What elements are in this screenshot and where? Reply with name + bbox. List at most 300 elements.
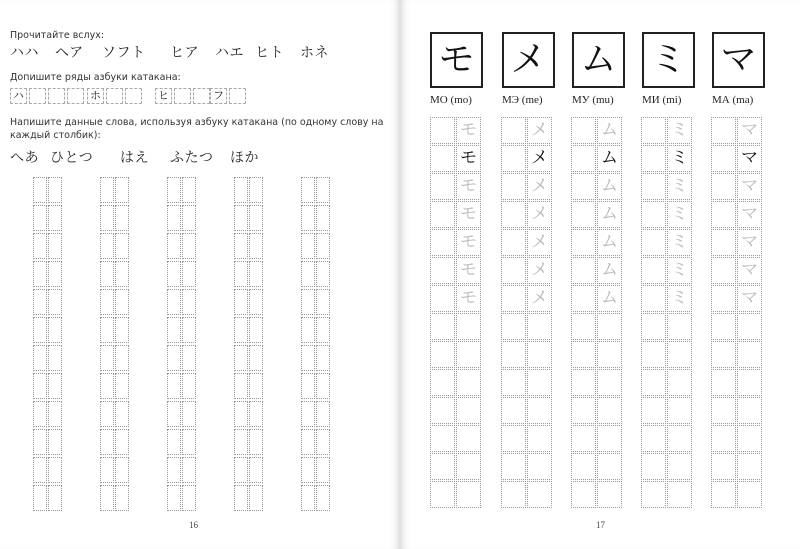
trace-character: ミ [667,257,692,284]
kana-character-box: メ [502,32,555,88]
trace-character: メ [527,201,552,228]
grid-cell [234,373,248,399]
practice-cell [641,257,666,284]
practice-cell [430,425,455,452]
practice-cell [571,229,596,256]
grid-cell [100,429,114,455]
practice-cell [571,173,596,200]
practice-cell [711,117,736,144]
practice-cell [571,341,596,368]
grid-cell [234,485,248,511]
practice-cell [430,173,455,200]
grid-cell [249,401,263,427]
grid-cell [48,205,62,231]
grid-cell [167,233,181,259]
grid-cell [167,457,181,483]
kana-label: МЭ (me) [502,94,543,106]
trace-character: ム [597,229,622,256]
grid-cell [48,485,62,511]
practice-cell [737,397,762,424]
practice-cell [456,397,481,424]
grid-cell [115,401,129,427]
practice-cell [711,397,736,424]
trace-character: モ [456,257,481,284]
grid-cell [167,317,181,343]
grid-cell [316,317,330,343]
trace-character: モ [456,173,481,200]
read-aloud-word: ヒト [255,45,284,61]
grid-cell [234,457,248,483]
write-words-heading-line2: каждый столбик): [10,130,101,141]
practice-cell [456,369,481,396]
practice-cell [430,257,455,284]
practice-cell [527,481,552,508]
grid-cell [249,261,263,287]
write-word: へあ [10,150,39,166]
practice-cell [641,285,666,312]
trace-character: モ [456,117,481,144]
grid-cell [182,457,196,483]
trace-character: ム [597,201,622,228]
grid-cell [182,177,196,203]
grid-cell [167,429,181,455]
practice-cell [597,341,622,368]
grid-cell [249,429,263,455]
grid-cell [249,345,263,371]
grid-cell [316,485,330,511]
grid-cell [100,289,114,315]
practice-cell [430,369,455,396]
grid-cell [182,317,196,343]
grid-cell [100,401,114,427]
practice-cell [527,425,552,452]
grid-cell [316,345,330,371]
grid-cell [301,485,315,511]
grid-cell [234,317,248,343]
trace-character: マ [737,257,762,284]
grid-cell [167,401,181,427]
grid-cell [48,177,62,203]
practice-cell [501,117,526,144]
trace-character: モ [456,285,481,312]
grid-cell [234,401,248,427]
grid-cell [316,205,330,231]
grid-cell [301,261,315,287]
grid-cell [167,485,181,511]
grid-cell [234,177,248,203]
trace-character: ム [597,145,622,172]
grid-cell [167,289,181,315]
practice-cell [737,481,762,508]
practice-cell [641,229,666,256]
practice-cell [430,313,455,340]
practice-cell [456,453,481,480]
fill-cell: ヒ [155,88,172,104]
grid-cell [316,401,330,427]
fill-cell: ホ [87,88,104,104]
practice-cell [527,397,552,424]
practice-cell [597,481,622,508]
fill-cell: フ [210,88,227,104]
practice-cell [711,341,736,368]
read-aloud-word: ハエ [215,45,244,61]
practice-cell [501,481,526,508]
grid-cell [182,205,196,231]
grid-cell [316,289,330,315]
grid-cell [301,177,315,203]
grid-cell [249,233,263,259]
practice-cell [711,369,736,396]
practice-cell [711,481,736,508]
grid-cell [249,289,263,315]
practice-cell [456,341,481,368]
grid-cell [48,429,62,455]
grid-cell [301,317,315,343]
grid-cell [48,401,62,427]
trace-character: マ [737,117,762,144]
grid-cell [115,177,129,203]
practice-cell [527,341,552,368]
grid-cell [100,261,114,287]
grid-cell [234,233,248,259]
practice-cell [571,257,596,284]
grid-cell [33,429,47,455]
trace-character: モ [456,201,481,228]
practice-cell [641,313,666,340]
trace-character: メ [527,145,552,172]
write-words-heading-line1: Напишите данные слова, используя азбуку катакана (по одному слову на [10,117,384,128]
grid-cell [48,261,62,287]
grid-cell [167,373,181,399]
grid-cell [167,177,181,203]
grid-cell [182,429,196,455]
trace-character: ミ [667,145,692,172]
practice-cell [737,453,762,480]
trace-character: マ [737,173,762,200]
fill-cell: ハ [10,88,27,104]
practice-cell [641,173,666,200]
grid-cell [301,289,315,315]
grid-cell [100,485,114,511]
practice-cell [571,285,596,312]
kana-label: МА (ma) [712,94,754,106]
grid-cell [115,345,129,371]
practice-cell [737,425,762,452]
grid-cell [33,317,47,343]
practice-cell [527,369,552,396]
grid-cell [234,289,248,315]
trace-character: メ [527,173,552,200]
grid-cell [100,177,114,203]
read-aloud-word: ヒア [170,45,199,61]
practice-cell [641,201,666,228]
grid-cell [249,205,263,231]
fill-cell-blank [48,88,65,104]
trace-character: メ [527,229,552,256]
practice-cell [501,425,526,452]
trace-character: メ [527,285,552,312]
grid-cell [115,485,129,511]
page-number-right: 17 [596,520,605,530]
grid-cell [249,177,263,203]
practice-cell [501,369,526,396]
trace-character: ミ [667,285,692,312]
grid-cell [234,261,248,287]
grid-cell [33,345,47,371]
practice-cell [711,453,736,480]
trace-character: メ [527,117,552,144]
grid-cell [33,373,47,399]
grid-cell [100,233,114,259]
kana-character-box: ミ [642,32,695,88]
grid-cell [234,345,248,371]
right-page [400,0,800,549]
grid-cell [33,261,47,287]
practice-cell [430,341,455,368]
practice-cell [527,453,552,480]
practice-cell [430,229,455,256]
grid-cell [182,261,196,287]
grid-cell [48,289,62,315]
practice-cell [711,173,736,200]
grid-cell [33,233,47,259]
trace-character: ミ [667,229,692,256]
grid-cell [33,177,47,203]
grid-cell [33,485,47,511]
practice-cell [597,369,622,396]
practice-cell [501,173,526,200]
fill-cell [29,88,46,104]
grid-cell [48,457,62,483]
grid-cell [33,401,47,427]
fill-cell-blank [193,88,210,104]
grid-cell [249,317,263,343]
grid-cell [115,205,129,231]
trace-character: ム [597,117,622,144]
practice-cell [571,145,596,172]
practice-cell [711,285,736,312]
grid-cell [301,345,315,371]
practice-cell [597,313,622,340]
grid-cell [33,289,47,315]
practice-cell [456,481,481,508]
grid-cell [249,457,263,483]
grid-cell [48,373,62,399]
grid-cell [316,261,330,287]
practice-cell [641,369,666,396]
practice-cell [571,481,596,508]
grid-cell [301,233,315,259]
fill-cell-blank [67,88,84,104]
grid-cell [115,317,129,343]
practice-cell [737,313,762,340]
trace-character: ム [597,285,622,312]
trace-character: ム [597,257,622,284]
practice-cell [571,453,596,480]
grid-cell [115,289,129,315]
kana-character-box: モ [430,32,483,88]
trace-character: モ [456,145,481,172]
practice-cell [641,341,666,368]
grid-cell [182,233,196,259]
practice-cell [501,453,526,480]
fill-rows-heading: Допишите ряды азбуки катакана: [10,72,181,83]
grid-cell [33,457,47,483]
practice-cell [430,285,455,312]
read-aloud-word: ハハ [10,45,39,61]
practice-cell [456,313,481,340]
grid-cell [48,345,62,371]
practice-cell [501,313,526,340]
grid-cell [182,401,196,427]
trace-character: モ [456,229,481,256]
kana-label: МУ (mu) [572,94,614,106]
write-word: ほか [230,150,259,166]
practice-cell [711,313,736,340]
write-word: はえ [120,150,149,166]
practice-cell [501,285,526,312]
practice-cell [737,341,762,368]
read-aloud-word: ヘア [55,45,84,61]
grid-cell [301,205,315,231]
practice-cell [667,341,692,368]
grid-cell [316,177,330,203]
trace-character: マ [737,229,762,256]
practice-cell [667,481,692,508]
trace-character: マ [737,285,762,312]
practice-cell [501,201,526,228]
practice-cell [430,453,455,480]
practice-cell [571,313,596,340]
read-aloud-heading: Прочитайте вслух: [10,30,105,41]
grid-cell [249,485,263,511]
grid-cell [301,457,315,483]
practice-cell [527,313,552,340]
grid-cell [115,373,129,399]
fill-cell-blank [174,88,191,104]
practice-cell [641,453,666,480]
practice-cell [667,397,692,424]
grid-cell [316,457,330,483]
trace-character: メ [527,257,552,284]
practice-cell [571,369,596,396]
grid-cell [182,289,196,315]
grid-cell [48,233,62,259]
grid-cell [100,205,114,231]
practice-cell [641,425,666,452]
practice-cell [711,229,736,256]
grid-cell [316,429,330,455]
practice-cell [501,257,526,284]
practice-cell [571,425,596,452]
practice-cell [667,313,692,340]
grid-cell [115,457,129,483]
trace-character: ミ [667,117,692,144]
practice-cell [641,397,666,424]
grid-cell [48,317,62,343]
practice-cell [501,341,526,368]
grid-cell [100,373,114,399]
grid-cell [115,233,129,259]
practice-cell [430,481,455,508]
trace-character: マ [737,201,762,228]
grid-cell [167,261,181,287]
grid-cell [115,261,129,287]
practice-cell [430,397,455,424]
practice-cell [711,257,736,284]
practice-cell [711,425,736,452]
practice-cell [571,201,596,228]
page-number-left: 16 [189,520,198,530]
trace-character: ミ [667,173,692,200]
grid-cell [182,373,196,399]
practice-cell [667,369,692,396]
grid-cell [234,429,248,455]
read-aloud-word: ホネ [300,45,329,61]
grid-cell [316,373,330,399]
practice-cell [737,369,762,396]
practice-cell [456,425,481,452]
practice-cell [667,425,692,452]
practice-cell [430,201,455,228]
grid-cell [167,345,181,371]
practice-cell [597,397,622,424]
kana-character-box: マ [712,32,765,88]
fill-cell [106,88,123,104]
practice-cell [430,117,455,144]
practice-cell [711,201,736,228]
practice-cell [711,145,736,172]
practice-cell [641,145,666,172]
grid-cell [316,233,330,259]
practice-cell [597,453,622,480]
fill-cell-blank [229,88,246,104]
grid-cell [100,345,114,371]
practice-cell [430,145,455,172]
grid-cell [100,317,114,343]
grid-cell [234,205,248,231]
trace-character: マ [737,145,762,172]
practice-cell [501,145,526,172]
practice-cell [571,117,596,144]
practice-cell [501,397,526,424]
practice-cell [597,425,622,452]
grid-cell [249,373,263,399]
grid-cell [115,429,129,455]
fill-cell-blank [125,88,142,104]
grid-cell [33,205,47,231]
practice-cell [641,117,666,144]
grid-cell [182,485,196,511]
kana-label: МО (mo) [430,94,472,106]
grid-cell [301,401,315,427]
grid-cell [301,373,315,399]
practice-cell [501,229,526,256]
write-word: ふたつ [170,150,214,166]
grid-cell [182,345,196,371]
write-word: ひとつ [50,150,94,166]
grid-cell [100,457,114,483]
practice-cell [571,397,596,424]
kana-label: МИ (mi) [642,94,682,106]
grid-cell [167,205,181,231]
kana-character-box: ム [572,32,625,88]
grid-cell [301,429,315,455]
practice-cell [667,453,692,480]
read-aloud-word: ソフト [102,45,146,61]
practice-cell [641,481,666,508]
trace-character: ム [597,173,622,200]
